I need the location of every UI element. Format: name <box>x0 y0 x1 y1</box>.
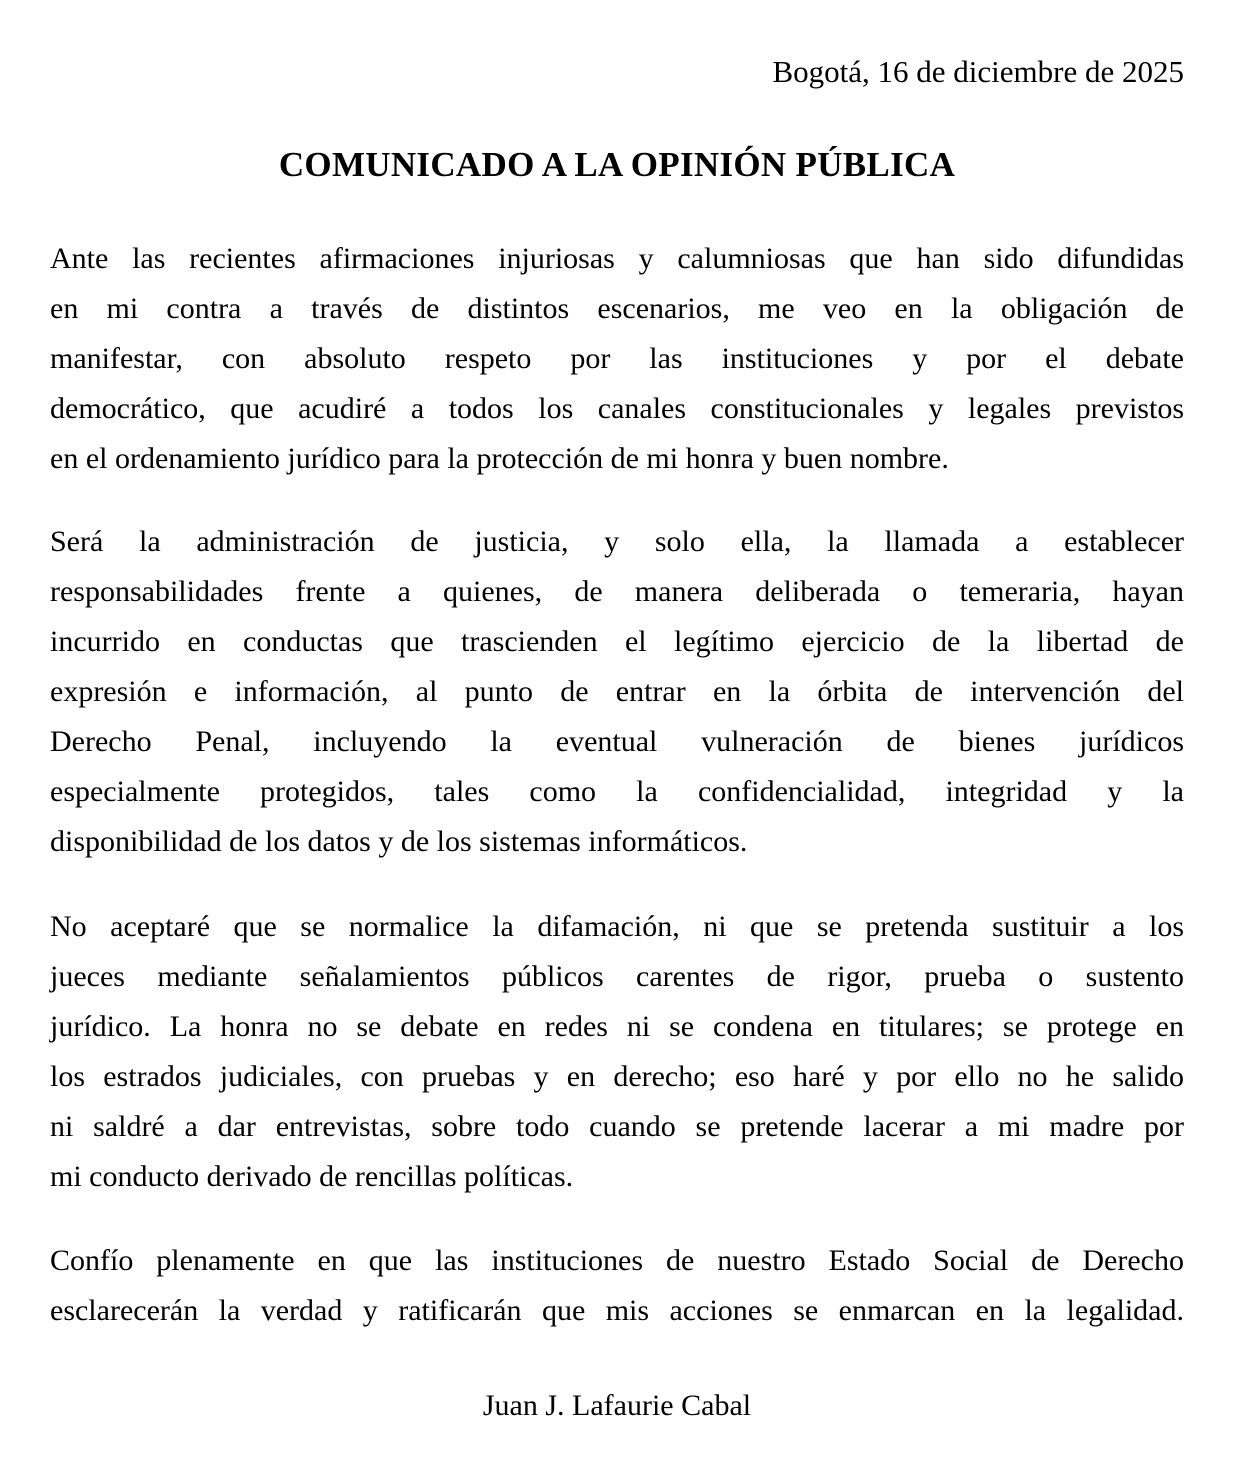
paragraph-2 <box>50 517 1184 867</box>
signature: Juan J. Lafaurie Cabal <box>482 1389 752 1422</box>
paragraph-line: en mi contra a través de distintos escenarios, me veo en la obligación de <box>50 292 1184 325</box>
paragraph-1 <box>50 234 1184 484</box>
paragraph-line: Ante las recientes afirmaciones injuriosas y calumniosas que han sido difundidas <box>50 242 1184 275</box>
paragraph-line: expresión e información, al punto de entrar en la órbita de intervención del <box>50 675 1184 708</box>
date-line: Bogotá, 16 de diciembre de 2025 <box>772 54 1184 89</box>
paragraph-line: manifestar, con absoluto respeto por las instituciones y por el debate <box>50 342 1184 375</box>
paragraph-line: responsabilidades frente a quienes, de manera deliberada o temeraria, hayan <box>50 575 1184 608</box>
paragraph-line: ni saldré a dar entrevistas, sobre todo cuando se pretende lacerar a mi madre por <box>50 1110 1184 1143</box>
paragraph-line: democrático, que acudiré a todos los canales constitucionales y legales previstos <box>50 392 1184 425</box>
paragraph-line: especialmente protegidos, tales como la confidencialidad, integridad y la <box>50 775 1184 808</box>
paragraph-line: Derecho Penal, incluyendo la eventual vulneración de bienes jurídicos <box>50 725 1184 758</box>
paragraph-line: los estrados judiciales, con pruebas y en derecho; eso haré y por ello no he salido <box>50 1060 1184 1093</box>
document-title: COMUNICADO A LA OPINIÓN PÚBLICA <box>278 145 956 184</box>
paragraph-line: incurrido en conductas que trascienden el legítimo ejercicio de la libertad de <box>50 625 1184 658</box>
paragraph-line: jurídico. La honra no se debate en redes ni se condena en titulares; se protege en <box>50 1010 1184 1043</box>
paragraph-4 <box>50 1236 1184 1336</box>
paragraph-line: en el ordenamiento jurídico para la protección de mi honra y buen nombre. <box>50 442 949 475</box>
paragraph-line: mi conducto derivado de rencillas políticas. <box>50 1160 574 1193</box>
paragraph-line: jueces mediante señalamientos públicos carentes de rigor, prueba o sustento <box>50 960 1184 993</box>
paragraph-line: No aceptaré que se normalice la difamación, ni que se pretenda sustituir a los <box>50 910 1184 943</box>
paragraph-line: esclarecerán la verdad y ratificarán que mis acciones se enmarcan en la legalidad. <box>50 1294 1184 1327</box>
paragraph-line: Será la administración de justicia, y solo ella, la llamada a establecer <box>50 525 1184 558</box>
paragraph-line: Confío plenamente en que las instituciones de nuestro Estado Social de Derecho <box>50 1244 1184 1277</box>
paragraph-line: disponibilidad de los datos y de los sistemas informáticos. <box>50 825 748 858</box>
paragraph-3 <box>50 902 1184 1202</box>
